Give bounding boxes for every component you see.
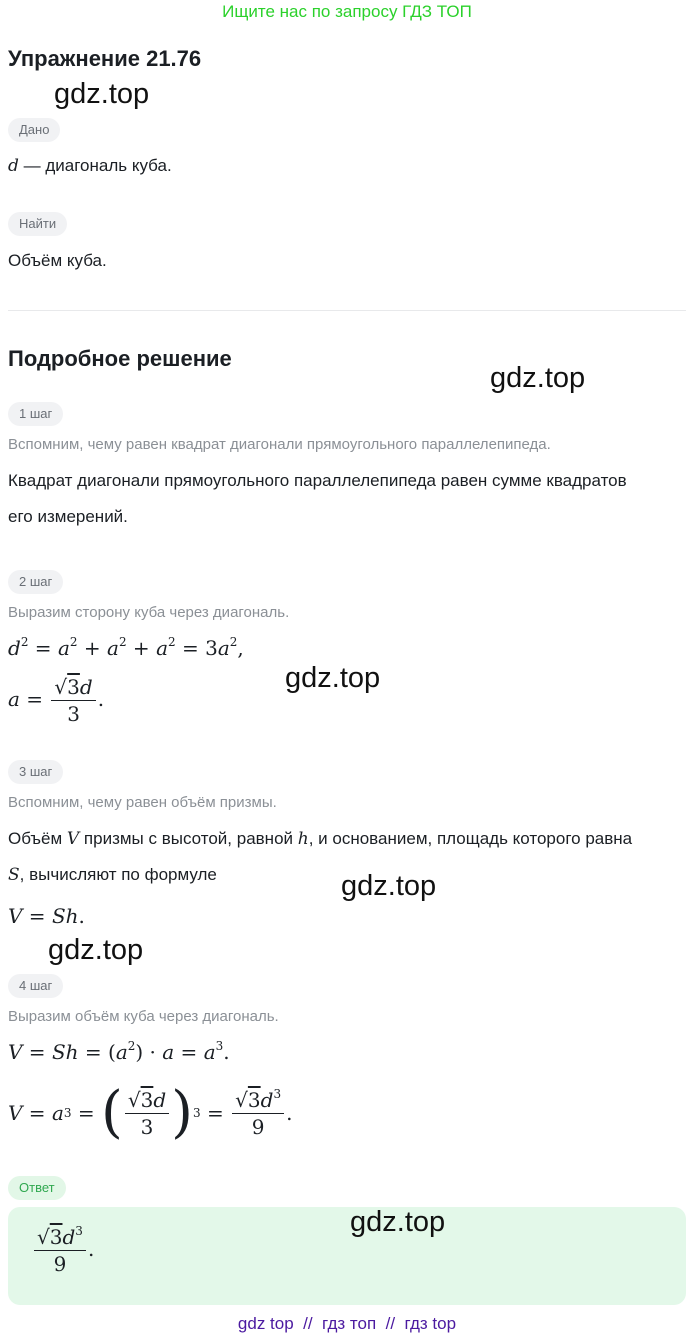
solution-title: Подробное решение (8, 346, 232, 371)
step-text: Объём V призмы с высотой, равной h, и основанием, площадь которого равна (8, 829, 633, 849)
watermark: gdz.top (490, 362, 586, 394)
formula-volume: V = Sh. (8, 904, 85, 928)
page-title: Упражнение 21.76 (8, 46, 202, 71)
formula-a: a = $\frac{√3d}{3}$ . (8, 675, 105, 726)
watermark: gdz.top (48, 934, 144, 966)
watermark: gdz.top (54, 78, 150, 110)
var-d: d (8, 156, 19, 176)
answer-chip: Ответ (8, 1176, 66, 1200)
step-hint: Выразим сторону куба через диагональ. (8, 604, 290, 621)
section-divider (8, 310, 686, 311)
footer-links (0, 1314, 694, 1334)
step-hint: Вспомним, чему равен объём призмы. (8, 794, 277, 811)
step-hint: Выразим объём куба через диагональ. (8, 1008, 279, 1025)
formula-v-sh: $V = Sh = (a^2) \cdot a = a^3$. (8, 1039, 230, 1064)
answer-formula: $\frac{√3d^3}{9}$ . (32, 1226, 94, 1275)
step-text: его измерений. (8, 507, 128, 526)
step-hint: Вспомним, чему равен квадрат диагонали прямоугольного параллелепипеда. (8, 436, 551, 453)
footer-separator: // (303, 1314, 313, 1333)
find-text: Объём куба. (8, 251, 107, 270)
watermark: gdz.top (350, 1206, 446, 1238)
given-text (8, 149, 172, 183)
footer-link-gdz-top-ru[interactable]: гдз топ (322, 1314, 377, 1333)
find-chip: Найти (8, 212, 67, 236)
given-description: — диагональ куба. (23, 156, 172, 175)
given-chip: Дано (8, 118, 60, 142)
footer-link-gdz-top-mixed[interactable]: гдз top (404, 1314, 457, 1333)
step-text: Квадрат диагонали прямоугольного параллелепипеда равен сумме квадратов (8, 471, 627, 490)
step-chip: 3 шаг (8, 760, 63, 784)
promo-banner[interactable]: Ищите нас по запросу ГДЗ ТОП (222, 2, 472, 21)
footer-separator: // (385, 1314, 396, 1333)
step-chip: 1 шаг (8, 402, 63, 426)
watermark: gdz.top (285, 662, 381, 694)
formula-d-squared: $d^2 = a^2 + a^2 + a^2 = 3a^2$, (8, 635, 244, 660)
answer-box (8, 1207, 686, 1305)
watermark: gdz.top (341, 870, 437, 902)
step-text: S, вычисляют по формуле (8, 865, 217, 885)
footer-link-gdz-top[interactable]: gdz top (237, 1314, 294, 1333)
step-chip: 2 шаг (8, 570, 63, 594)
formula-v-a3: V = a 3 = ( $\frac{√3d}{3}$ ) 3 = $\frac{√3d^3}{9}$ . (8, 1080, 293, 1145)
step-chip: 4 шаг (8, 974, 63, 998)
